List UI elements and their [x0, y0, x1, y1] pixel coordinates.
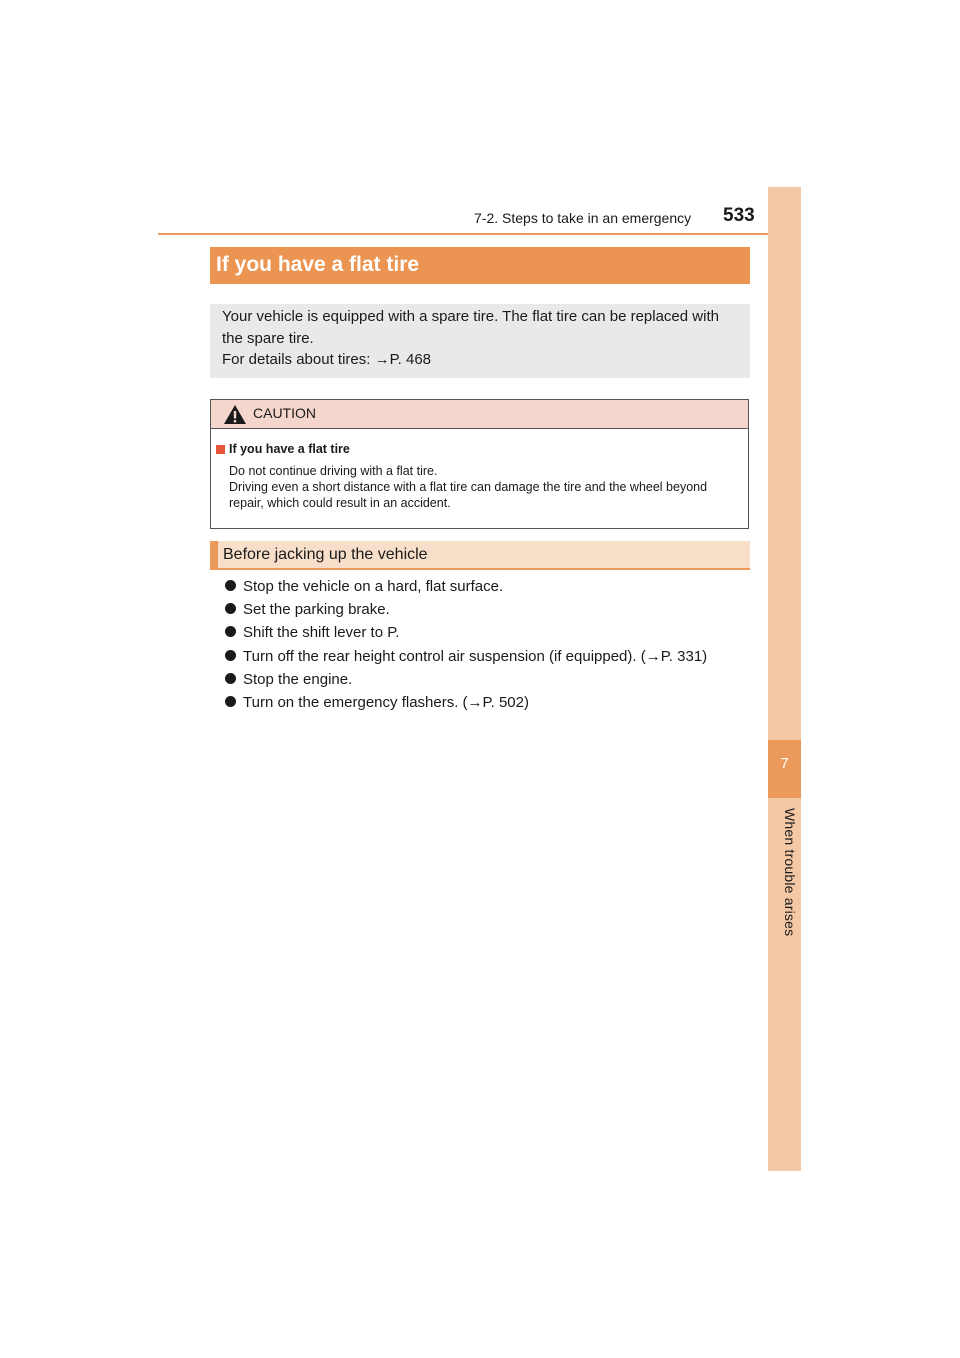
bullet-icon [225, 673, 236, 684]
caution-text: repair, which could result in an accident. [229, 496, 451, 510]
section-title: 7-2. Steps to take in an emergency [474, 210, 692, 226]
caution-label: CAUTION [253, 405, 316, 421]
list-item: Stop the engine. [225, 671, 352, 688]
list-item: Shift the shift lever to P. [225, 624, 399, 641]
list-item: Stop the vehicle on a hard, flat surface. [225, 578, 503, 595]
bullet-icon [225, 650, 236, 661]
page-number: 533 [723, 205, 755, 226]
bullet-icon [225, 626, 236, 637]
list-item: Turn on the emergency flashers. (→P. 502) [225, 694, 529, 711]
list-item: Set the parking brake. [225, 601, 390, 618]
header-rule [158, 233, 801, 235]
intro-line-reference: For details about tires: →P. 468 [222, 351, 432, 368]
chapter-label: When trouble arises [782, 808, 798, 937]
chapter-side-tab [768, 187, 801, 1171]
intro-line: the spare tire. [222, 330, 314, 347]
intro-line: Your vehicle is equipped with a spare tire. The flat tire can be replaced with [222, 308, 719, 325]
chapter-number: 7 [780, 755, 789, 772]
warning-triangle-icon [223, 404, 247, 425]
page-header [0, 0, 960, 240]
bullet-icon [225, 603, 236, 614]
subsection-heading: Before jacking up the vehicle [223, 546, 428, 563]
caution-square-bullet-icon [216, 445, 225, 454]
page-title: If you have a flat tire [216, 253, 420, 276]
caution-text: Driving even a short distance with a flat tire can damage the tire and the wheel beyond [229, 480, 708, 494]
caution-heading: If you have a flat tire [229, 442, 350, 456]
caution-text: Do not continue driving with a flat tire. [229, 464, 438, 478]
list-item: Turn off the rear height control air suspension (if equipped). (→P. 331) [225, 648, 707, 665]
bullet-icon [225, 580, 236, 591]
bullet-icon [225, 696, 236, 707]
subsection-accent [210, 541, 218, 570]
